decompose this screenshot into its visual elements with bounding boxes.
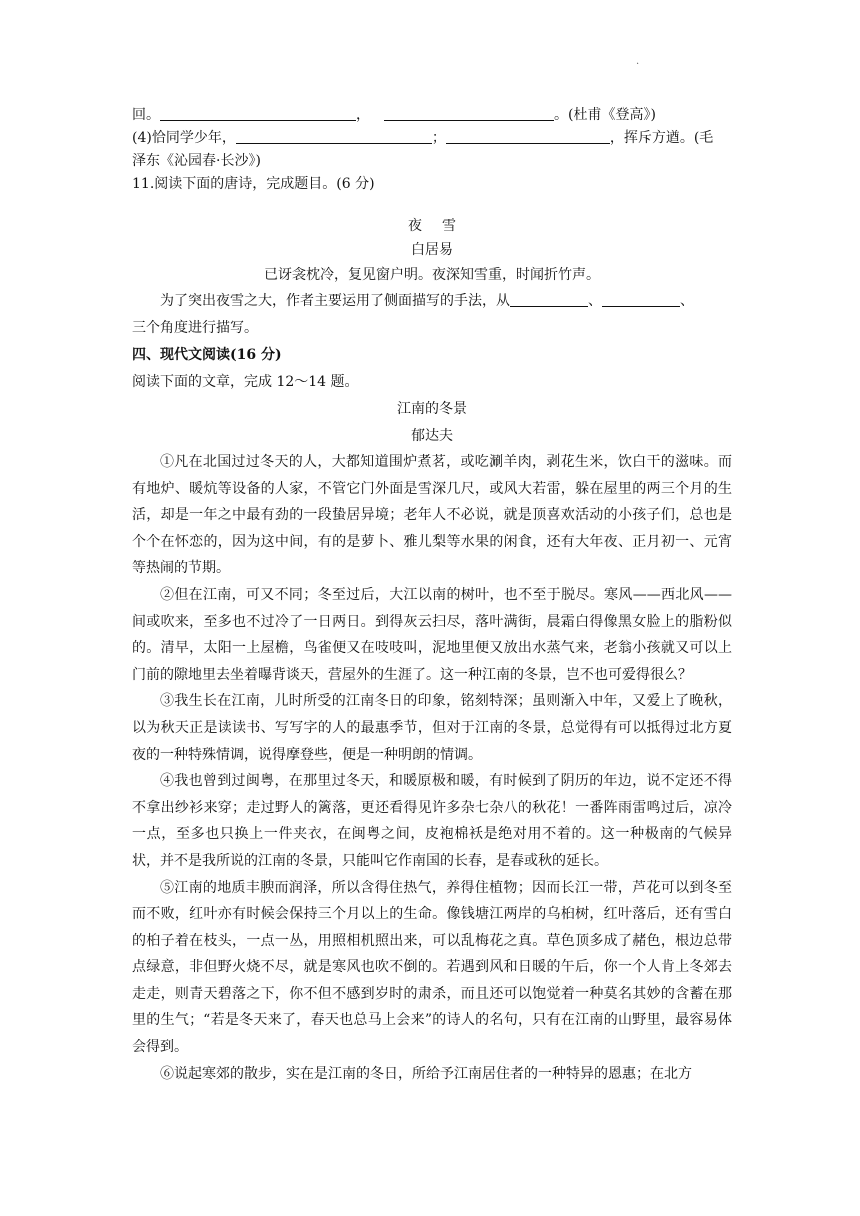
q11-question-start: 为了突出夜雪之大，作者主要运用了侧面描写的手法，从 [160,293,510,309]
q11-question-cont: 三个角度进行描写。 [132,320,258,336]
spacer [132,196,732,214]
q10-line3-sep: ， [356,107,370,123]
q10-item4-sep: ； [431,130,446,146]
answer-blank[interactable] [384,106,554,121]
q10-line3-end: 。(杜甫《登高》) [554,107,656,123]
essay-paragraph-5: ⑤江南的地质丰腴而润泽，所以含得住热气，养得住植物；因而长江一带，芦花可以到冬至而不败，红叶亦有时候会保持三个月以上的生命。像钱塘江两岸的乌桕树，红叶落后，还有雪白的桕子着在枝头，一点一丛，用照相机照出来，可以乱梅花之真。草色顶多成了赭色，根边总带点绿意，非但野火烧不尽，就是寒风也吹不倒的。若遇到风和日暖的午后，你一个人肯上冬郊去走走，则青天碧落之下，你不但不感到岁时的肃杀，而且还可以饱觉着一种莫名其妙的含蓄在那里的生气；“若是冬天来了，春天也总马上会来”的诗人的名句，只有在江南的山野里，最容易体会得到。 [132,879,732,1056]
answer-blank[interactable] [160,106,356,121]
q11-question-sep: 、 [588,293,602,309]
poem-title-char: 雪 [442,218,456,234]
essay-paragraph-3: ③我生长在江南，儿时所受的江南冬日的印象，铭刻特深；虽则渐入中年，又爱上了晚秋，以为秋天正是读读书、写写字的人的最惠季节，但对于江南的冬景，总觉得有可以抵得过北方夏夜的一种特殊情调，说得摩登些，便是一种明朗的情调。 [132,693,732,763]
poem-title [132,214,732,238]
essay-paragraph-2: ②但在江南，可又不同；冬至过后，大江以南的树叶，也不至于脱尽。寒风——西北风——间或吹来，至多也不过冷了一日两日。到得灰云扫尽，落叶满街，晨霜白得像黑女脸上的脂粉似的。清早，太阳一上屋檐，鸟雀便又在吱吱叫，泥地里便又放出水蒸气来，老翁小孩就又可以上门前的隙地里去坐着曝背谈天，营屋外的生涯了。这一种江南的冬景，岂不也可爱得很么？ [132,586,732,683]
q10-item4-start: (4)恰同学少年， [132,130,236,146]
q11-question [132,288,732,315]
q10-item4-end: ，挥斥方遒。(毛 [609,130,714,146]
q11-prompt: 11.阅读下面的唐诗，完成题目。(6 分) [132,176,375,192]
answer-blank[interactable] [510,292,588,307]
q10-line3-start: 回。 [132,107,160,123]
section-heading: 四、现代文阅读(16 分) [132,347,282,363]
poem-title-char: 夜 [408,218,422,234]
essay-author: 郁达夫 [411,428,453,444]
q10-item4-cont: 泽东《沁园春·长沙》) [132,153,261,169]
answer-blank[interactable] [236,129,432,144]
section-instruction: 阅读下面的文章，完成 12～14 题。 [132,374,359,390]
q11-question-end: 、 [680,293,694,309]
q10-line3 [132,104,732,127]
answer-blank[interactable] [446,129,610,144]
essay-title: 江南的冬景 [397,401,467,417]
essay-paragraph-1: ①凡在北国过过冬天的人，大都知道围炉煮茗，或吃涮羊肉，剥花生米，饮白干的滋味。而有地炉、暖炕等设备的人家，不管它门外面是雪深几尺，或风大若雷，躲在屋里的两三个月的生活，却是一年之中最有劲的一段蛰居异境；老年人不必说，就是顶喜欢活动的小孩子们，总也是个个在怀恋的，因为这中间，有的是萝卜、雅儿梨等水果的闲食，还有大年夜、正月初一、元宵等热闹的节期。 [132,454,732,577]
page-mark: . [636,56,640,67]
answer-blank[interactable] [602,292,680,307]
essay-paragraph-4: ④我也曾到过闽粤，在那里过冬天，和暖原极和暖，有时候到了阴历的年边，说不定还不得不拿出纱衫来穿；走过野人的篱落，更还看得见许多杂七杂八的秋花！一番阵雨雷鸣过后，凉冷一点，至多也只换上一件夹衣，在闽粤之间，皮袍棉袄是绝对用不着的。这一种极南的气候异状，并不是我所说的江南的冬景，只能叫它作南国的长春，是春或秋的延长。 [132,773,732,869]
q10-item4 [132,127,732,150]
essay-paragraph-6: ⑥说起寒郊的散步，实在是江南的冬日，所给予江南居住者的一种特异的恩惠；在北方 [160,1065,692,1082]
poem-author: 白居易 [411,242,453,258]
poem-text: 已讶衾枕冷，复见窗户明。夜深知雪重，时闻折竹声。 [264,267,600,283]
content-area [132,104,732,1087]
